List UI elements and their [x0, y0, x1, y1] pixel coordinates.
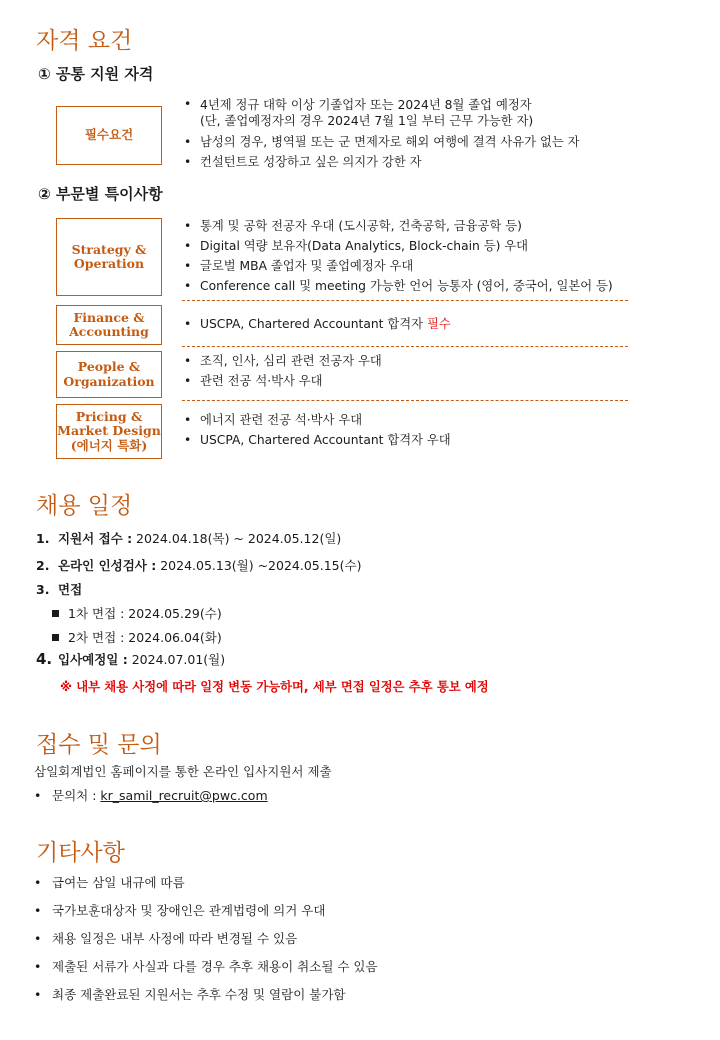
divider: [182, 346, 628, 347]
list-item: • 급여는 삼일 내규에 따름: [34, 875, 185, 890]
list-item: • 채용 일정은 내부 사정에 따라 변경될 수 있음: [34, 931, 298, 946]
bullet-icon: •: [34, 987, 42, 1002]
square-bullet-icon: [52, 634, 59, 641]
list-item: • 에너지 관련 전공 석·박사 우대: [184, 410, 451, 430]
schedule-item-interview: 3. 면접: [36, 582, 83, 597]
bullet-icon: •: [34, 875, 42, 890]
list-item: • 제출된 서류가 사실과 다를 경우 추후 채용이 취소될 수 있음: [34, 959, 378, 974]
list-item: • USCPA, Chartered Accountant 합격자 우대: [184, 430, 451, 450]
list-item: • 4년제 정규 대학 이상 기졸업자 또는 2024년 8월 졸업 예정자 (단, 졸업예정자의 경우 2024년 7월 1일 부터 근무 가능한 자): [184, 96, 580, 132]
contact-inquiry: • 문의처 : kr_samil_recruit@pwc.com: [34, 788, 268, 803]
interview-round-2: 2차 면접 : 2024.06.04(화): [52, 628, 222, 646]
people-organization-label: People & Organization: [56, 351, 162, 398]
schedule-item-personality-test: 2. 온라인 인성검사 : 2024.05.13(월) ~2024.05.15(수): [36, 558, 362, 573]
list-item: • 통계 및 공학 전공자 우대 (도시공학, 건축공학, 금융공학 등): [184, 216, 613, 236]
list-item: • 관련 전공 석·박사 우대: [184, 371, 382, 391]
others-title: 기타사항: [36, 840, 125, 866]
strategy-operation-list: [184, 216, 613, 296]
list-item: • Conference call 및 meeting 가능한 언어 능통자 (영어, 중국어, 일본어 등): [184, 276, 613, 296]
people-organization-list: [184, 351, 382, 391]
interview-round-1: 1차 면접 : 2024.05.29(수): [52, 604, 222, 622]
bullet-icon: •: [34, 959, 42, 974]
list-item: • 컨설턴트로 성장하고 싶은 의지가 강한 자: [184, 152, 580, 172]
list-item: • 국가보훈대상자 및 장애인은 관계법령에 의거 우대: [34, 903, 326, 918]
list-item: • 남성의 경우, 병역필 또는 군 면제자로 해외 여행에 결격 사유가 없는 자: [184, 132, 580, 152]
list-item: • USCPA, Chartered Accountant 합격자 필수: [184, 314, 451, 334]
schedule-item-start-date: 4. 입사예정일 : 2024.07.01(월): [36, 650, 226, 668]
bullet-icon: •: [34, 788, 42, 803]
finance-accounting-label: Finance & Accounting: [56, 305, 162, 345]
list-item: • 최종 제출완료된 지원서는 추후 수정 및 열람이 불가함: [34, 987, 346, 1002]
common-qualification-heading: ① 공통 지원 자격: [38, 65, 154, 83]
bullet-icon: •: [34, 931, 42, 946]
list-item: • 조직, 인사, 심리 관련 전공자 우대: [184, 351, 382, 371]
square-bullet-icon: [52, 610, 59, 617]
pricing-market-design-label: Pricing & Market Design (에너지 특화): [56, 404, 162, 459]
finance-accounting-list: [184, 314, 451, 334]
required-label-box: 필수요건: [56, 106, 162, 165]
schedule-notice: ※ 내부 채용 사정에 따라 일정 변동 가능하며, 세부 면접 일정은 추후 통보 예정: [60, 680, 489, 694]
schedule-title: 채용 일정: [36, 493, 133, 519]
qualifications-title: 자격 요건: [36, 28, 133, 54]
divider: [182, 300, 628, 301]
contact-title: 접수 및 문의: [36, 732, 162, 758]
pricing-market-design-list: [184, 410, 451, 450]
email-link[interactable]: kr_samil_recruit@pwc.com: [100, 788, 268, 803]
strategy-operation-label: Strategy & Operation: [56, 218, 162, 296]
list-item: • 글로벌 MBA 졸업자 및 졸업예정자 우대: [184, 256, 613, 276]
division-qualification-heading: ② 부문별 특이사항: [38, 185, 163, 203]
contact-description: 삼일회계법인 홈페이지를 통한 온라인 입사지원서 제출: [34, 764, 332, 779]
required-mark: 필수: [426, 317, 451, 331]
divider: [182, 400, 628, 401]
list-item: • Digital 역량 보유자(Data Analytics, Block-chain 등) 우대: [184, 236, 613, 256]
bullet-icon: •: [34, 903, 42, 918]
common-qualification-list: [184, 96, 580, 172]
schedule-item-application: 1. 지원서 접수 : 2024.04.18(목) ~ 2024.05.12(일): [36, 531, 342, 546]
